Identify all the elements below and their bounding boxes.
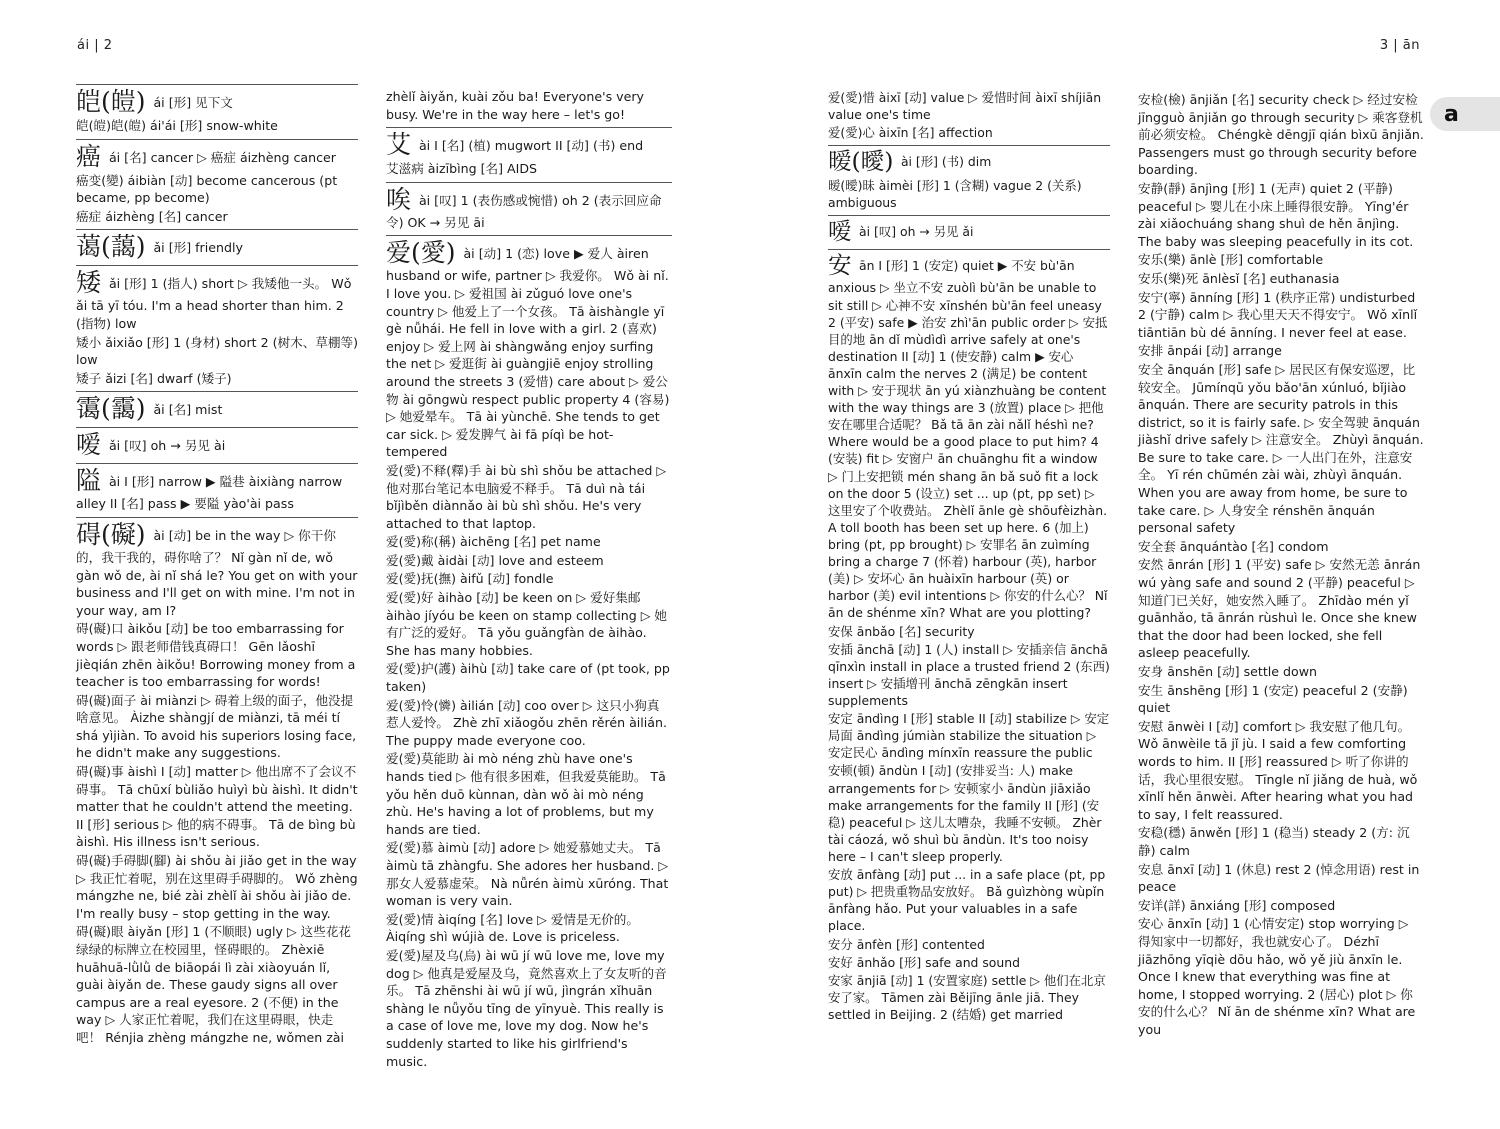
headword: 唉 (386, 184, 419, 214)
headword: 隘 (76, 466, 109, 496)
sub-entry: 安插 ānchā [动] 1 (人) install ▷ 安插亲信 ānchā qīnxìn install in place a trusted friend 2 (东西) insert ▷ 安插增刊 ānchā zēngkān insert supplements (828, 641, 1110, 709)
sub-entry: 艾滋病 àizībìng [名] AIDS (386, 161, 538, 177)
dictionary-entry (76, 391, 358, 423)
headword: 嗳 (76, 430, 109, 460)
sub-entry: 安检(檢) ānjiǎn [名] security check ▷ 经过安检 jīngguò ānjiǎn go through security ▷ 乘客登机前必须安检。 Chéngkè dēngjī qián bìxū ānjiǎn. Passengers must go through security before boarding. (1138, 92, 1424, 178)
column-1 (76, 84, 358, 1047)
sub-entry: 癌变(變) áibiàn [动] become cancerous (pt became, pp become) (76, 172, 338, 206)
sub-entry: 癌症 áizhèng [名] cancer (76, 208, 228, 224)
headword: 皑(皚) (76, 87, 154, 116)
sub-entry: 碍(礙)口 àikǒu [动] be too embarrassing for words ▷ 跟老师借钱真碍口！ Gēn lǎoshī jièqián zhēn àikǒu! Borrowing money from a teacher is too embarrassing for words! (76, 621, 356, 690)
sub-entry: 安乐(樂)死 ānlèsǐ [名] euthanasia (1138, 270, 1340, 286)
sub-entry: 爱(愛)屋及乌(烏) ài wū jí wū love me, love my dog ▷ 他真是爱屋及乌，竟然喜欢上了女友听的音乐。 Tā zhēnshi ài wū jí wū, jìngrán xǐhuān shàng le nǚyǒu tīng de yīnyuè. This really is a case of love me, love my dog. Now he's suddenly started to like his girlfriend's music. (386, 947, 667, 1069)
dictionary-entry (76, 139, 358, 226)
sub-entry: 安慰 ānwèi I [动] comfort ▷ 我安慰了他几句。 Wǒ ānwèile tā jǐ jù. I said a few comforting words to him. II [形] reassured ▷ 听了你讲的话，我心里很安慰。 Tīngle nǐ jiǎng de huà, wǒ xīnlǐ hěn ānwèi. After hearing what you had to say, I felt reassured. (1138, 718, 1418, 822)
sub-entry: 碍(礙)手碍脚(腳) ài shǒu ài jiǎo get in the way ▷ 我正忙着呢，别在这里碍手碍脚的。 Wǒ zhèng mángzhe ne, bié zài zhèlǐ ài shǒu ài jiǎo de. I'm really busy – stop getting in the way. (76, 853, 358, 921)
running-head-left: ái | 2 (77, 38, 113, 53)
sub-entry: 安放 ānfàng [动] put ... in a safe place (pt, pp put) ▷ 把贵重物品安放好。 Bǎ guìzhòng wùpǐn ānfàng hǎo. Put your valuables in a safe place. (828, 867, 1106, 934)
entry-definition: ái [形] 见下文 (153, 95, 233, 110)
dictionary-entry (76, 463, 358, 513)
entry-definition: ài [动] 1 (恋) love ▶ 爱人 àiren husband or wife, partner ▷ 我爱你。 Wǒ ài nǐ. I love you. ▷ 爱祖国 ài zǔguó love one's country ▷ 他爱上了一个女孩。 Tā àishàngle yī gè nǚhái. He fell in love with a girl. 2 (喜欢) enjoy ▷ 爱上网 ài shàngwǎng enjoy surfing the net ▷ 爱逛街 ài guàngjiē enjoy strolling around the streets 3 (爱惜) care about ▷ 爱公物 ài gōngwù respect public property 4 (容易) ▷ 她爱晕车。 Tā ài yùnchē. She tends to get car sick. ▷ 爱发脾气 ài fā píqì be hot-tempered (386, 246, 670, 460)
sub-entry: 爱(愛)情 àiqíng [名] love ▷ 爱情是无价的。 Àiqíng shì wújià de. Love is priceless. (386, 911, 639, 945)
sub-entry: 安全 ānquán [形] safe ▷ 居民区有保安巡逻，比较安全。 Jūmínqū yǒu bǎo'ān xúnluó, bǐjiào ānquán. There are security patrols in this district, so it is fairly safe. ▷ 安全驾驶 ānquán jiàshǐ drive safely ▷ 注意安全。 Zhùyì ānquán. Be sure to take care. ▷ 一人出门在外，注意安全。 Yī rén chūmén zài wài, zhùyì ānquán. When you are away from home, be sure to take care. ▷ 人身安全 rénshēn ānquán personal safety (1138, 361, 1424, 536)
sub-entry: 爱(愛)慕 àimù [动] adore ▷ 她爱慕她丈夫。 Tā àimù tā zhàngfu. She adores her husband. ▷ 那女人爱慕虚荣。 Nà nǚrén àimù xūróng. That woman is very vain. (386, 840, 669, 909)
dictionary-entry (386, 182, 672, 232)
headword: 嗳 (828, 216, 860, 245)
headword: 癌 (76, 141, 109, 171)
sub-entry: 爱(愛)护(護) àihù [动] take care of (pt took, pp taken) (386, 661, 670, 695)
sub-entry: 安定 āndìng I [形] stable II [动] stabilize ▷ 安定局面 āndìng júmiàn stabilize the situation ▷ 安定民心 āndìng mínxīn reassure the public (828, 711, 1110, 761)
dictionary-entry (828, 145, 1110, 211)
column-3 (828, 88, 1110, 1023)
sub-entry: 安分 ānfèn [形] contented (828, 936, 985, 952)
dictionary-entry (828, 215, 1110, 245)
running-head-right: 3 | ān (1379, 38, 1420, 53)
headword: 矮 (76, 268, 109, 298)
headword: 暧(曖) (828, 147, 901, 176)
sub-entry: 安全套 ānquántào [名] condom (1138, 538, 1329, 554)
entry-definition: ài [形] (书) dim (900, 154, 992, 170)
entry-definition: ài [叹] 1 (表伤感或惋惜) oh 2 (表示回应命令) OK → 另见 āi (386, 192, 662, 230)
sub-entry: 安稳(穩) ānwěn [形] 1 (稳当) steady 2 (方: 沉静) calm (1138, 825, 1410, 858)
section-letter: a (1444, 101, 1459, 127)
sub-entry: 安家 ānjiā [动] 1 (安置家庭) settle ▷ 他们在北京安了家。 Tāmen zài Běijīng ānle jiā. They settled in Beijing. 2 (结婚) get married (828, 972, 1106, 1022)
sub-entry: 碍(礙)眼 àiyǎn [形] 1 (不顺眼) ugly ▷ 这些花花绿绿的标牌立在校园里，怪碍眼的。 Zhèxiē huāhuā-lǜlǜ de biāopái lì zài xiàoyuán lǐ, guài àiyǎn de. These gaudy signs all over campus are a real eyesore. 2 (不便) in the way ▷ 人家正忙着呢，我们在这里碍眼，快走吧！ Rénjia zhèng mángzhe ne, wǒmen zài (76, 924, 352, 1045)
sub-entry: 安息 ānxī [动] 1 (休息) rest 2 (悼念用语) rest in peace (1138, 861, 1420, 895)
sub-entry: 矮子 ǎizi [名] dwarf (矮子) (76, 370, 232, 386)
sub-entry: 安顿(頓) āndùn I [动] (安排妥当: 人) make arrangements for ▷ 安顿家小 āndùn jiāxiǎo make arrangements for the family II [形] (安稳) peaceful ▷ 这儿太嘈杂，我睡不安顿。 Zhèr tài cáozá, wǒ shuì bù āndùn. It's too noisy here – I can't sleep properly. (828, 763, 1102, 864)
entry-definition: ái [名] cancer ▷ 癌症 áizhèng cancer (108, 149, 336, 165)
section-letter-tab (1430, 97, 1500, 131)
sub-entry: 安详(詳) ānxiáng [形] composed (1138, 897, 1336, 913)
sub-entry: 安保 ānbǎo [名] security (828, 623, 975, 639)
dictionary-entry (76, 427, 358, 459)
headword: 蔼(藹) (76, 232, 154, 262)
entry-definition: ǎi [叹] oh → 另见 ài (108, 438, 226, 454)
headword: 碍(礙) (76, 519, 154, 549)
sub-entry: 安排 ānpái [动] arrange (1138, 343, 1282, 359)
sub-entry: 爱(愛)不释(釋)手 ài bù shì shǒu be attached ▷ 他对那台笔记本电脑爱不释手。 Tā duì nà tái bǐjìběn diànnǎo ài bù shì shǒu. He's very attached to that laptop. (386, 462, 667, 531)
entry-definition: ān I [形] 1 (安定) quiet ▶ 不安 bù'ān anxious ▷ 坐立不安 zuòlì bù'ān be unable to sit still ▷ 心神不安 xīnshén bù'ān feel uneasy 2 (平安) safe ▶ 治安 zhì'ān public order ▷ 安抵目的地 ān dǐ mùdìdì arrive safely at one's destination II [动] 1 (使安静) calm ▶ 安心 ānxīn calm the nerves 2 (满足) be content with ▷ 安于现状 ān yú xiànzhuàng be content with the way things are 3 (放置) place ▷ 把他安在哪里合适呢？ Bǎ tā ān zài nǎlǐ héshì ne? Where would be a good place to put him? 4 (安装) fit ▷ 安窗户 ān chuānghu fit a window ▷ 门上安把锁 mén shang ān bǎ suǒ fit a lock on the door 5 (设立) set ... up (pt, pp set) ▷ 这里安了个收费站。 Zhèlǐ ānle gè shōufèizhàn. A toll booth has been set up here. 6 (加上) bring (pt, pp brought) ▷ 安罪名 ān zuìmíng bring a charge 7 (怀着) harbour (英), harbor (美) ▷ 安坏心 ān huàixīn harbour (英) or harbor (美) evil intentions ▷ 你安的什么心？ Nǐ ān de shénme xīn? What are you plotting? (828, 258, 1108, 621)
entry-definition: ài I [名] (植) mugwort II [动] (书) end (418, 138, 644, 154)
column-4 (1138, 90, 1424, 1038)
sub-entry: 皑(皚)皑(皚) ái'ái [形] snow-white (76, 118, 278, 133)
headword: 安 (828, 251, 860, 280)
entry-definition: ài I [形] narrow ▶ 隘巷 àixiàng narrow alley II [名] pass ▶ 要隘 yào'ài pass (76, 474, 343, 512)
sub-entry: 爱(愛)好 àihào [动] be keen on ▷ 爱好集邮 àihào jíyóu be keen on stamp collecting ▷ 她有广泛的爱好。 Tā yǒu guǎngfàn de àihào. She has many hobbies. (386, 590, 668, 658)
headword: 霭(靄) (76, 394, 154, 424)
sub-entry: 爱(愛)惜 àixī [动] value ▷ 爱惜时间 àixī shíjiān value one's time (828, 90, 1102, 123)
sub-entry: 爱(愛)怜(憐) àilián [动] coo over ▷ 这只小狗真惹人爱怜。 Zhè zhī xiǎogǒu zhēn rěrén àilián. The puppy made everyone coo. (386, 697, 668, 748)
sub-entry: 碍(礙)事 àishì I [动] matter ▷ 他出席不了会议不碍事。 Tā chūxí bùliǎo huìyì bù àishì. It didn't matter that he couldn't attend the meeting. II [形] serious ▷ 他的病不碍事。 Tā de bìng bù àishì. His illness isn't serious. (76, 764, 358, 850)
dictionary-entry (386, 127, 672, 178)
sub-entry: 安身 ānshēn [动] settle down (1138, 664, 1318, 679)
dictionary-entry (76, 265, 358, 387)
entry-definition: zhèlǐ àiyǎn, kuài zǒu ba! Everyone's very busy. We're in the way here – let's go! (386, 89, 644, 122)
dictionary-entry (76, 229, 358, 261)
headword: 爱(愛) (386, 238, 464, 268)
entry-definition: ǎi [名] mist (153, 402, 223, 418)
sub-entry: 安宁(寧) ānníng [形] 1 (秩序正常) undisturbed 2 (宁静) calm ▷ 我心里天天不得安宁。 Wǒ xīnlǐ tiāntiān bù dé ānníng. I never feel at ease. (1138, 289, 1418, 340)
sub-entry: 暧(曖)昧 àimèi [形] 1 (含糊) vague 2 (关系) ambiguous (828, 177, 1082, 210)
sub-entry: 爱(愛)戴 àidài [动] love and esteem (386, 552, 604, 568)
sub-entry: 爱(愛)称(稱) àichēng [名] pet name (386, 534, 601, 550)
dictionary-entry (828, 89, 1110, 141)
sub-entry: 安然 ānrán [形] 1 (平安) safe ▷ 安然无恙 ānrán wú yàng safe and sound 2 (平静) peaceful ▷ 知道门已关好，她安然入睡了。 Zhīdào mén yǐ guānhǎo, tā ānrán rùshuì le. Once she knew that the door had been locked, she fell asleep peacefully. (1138, 557, 1421, 661)
sub-entry: 爱(愛)抚(撫) àifǔ [动] fondle (386, 571, 554, 587)
sub-entry: 爱(愛)心 àixīn [名] affection (828, 125, 993, 141)
sub-entry: 矮小 ǎixiǎo [形] 1 (身材) short 2 (树木、草棚等) low (76, 334, 359, 368)
sub-entry: 安生 ānshēng [形] 1 (安定) peaceful 2 (安静) quiet (1138, 682, 1408, 716)
sub-entry: 安好 ānhǎo [形] safe and sound (828, 954, 1020, 970)
dictionary-entry (76, 84, 358, 135)
sub-entry: 安心 ānxīn [动] 1 (心情安定) stop worrying ▷ 得知家中一切都好，我也就安心了。 Dézhī jiāzhōng yīqiè dōu hǎo, wǒ yě jiù ānxīn le. Once I knew that everything was fine at home, I stopped worrying. 2 (居心) plot ▷ 你安的什么心？ Nǐ ān de shénme xīn? What are you (1138, 916, 1416, 1037)
sub-entry: 爱(愛)莫能助 ài mò néng zhù have one's hands tied ▷ 他有很多困难，但我爱莫能助。 Tā yǒu hěn duō kùnnan, dàn wǒ ài mò néng zhù. He's having a lot of problems, but my hands are tied. (386, 751, 666, 837)
dictionary-entry (1138, 91, 1424, 1038)
entry-definition: ài [叹] oh → 另见 ǎi (859, 223, 974, 239)
column-2 (386, 88, 672, 1070)
sub-entry: 碍(礙)面子 ài miànzi ▷ 碍着上级的面子，他没提啥意见。 Àizhe shàngjí de miànzi, tā méi tí shá yìjiàn. To avoid his superiors losing face, he didn't make any suggestions. (76, 692, 357, 761)
dictionary-entry (828, 249, 1110, 1023)
dictionary-entry (386, 88, 672, 123)
entry-definition: ǎi [形] 1 (指人) short ▷ 我矮他一头。 Wǒ ǎi tā yī tóu. I'm a head shorter than him. 2 (指物) low (76, 276, 352, 331)
dictionary-entry (386, 235, 672, 1070)
entry-definition: ǎi [形] friendly (153, 240, 243, 256)
headword: 艾 (386, 130, 419, 160)
sub-entry: 安静(靜) ānjìng [形] 1 (无声) quiet 2 (平静) peaceful ▷ 婴儿在小床上睡得很安静。 Yīng'ér zài xiǎochuáng shang shuì de hěn ānjìng. The baby was sleeping peacefully in its cot. (1138, 180, 1414, 249)
sub-entry: 安乐(樂) ānlè [形] comfortable (1138, 252, 1324, 268)
entry-definition: ài [动] be in the way ▷ 你干你的，我干我的，碍你啥了？ Nǐ gàn nǐ de, wǒ gàn wǒ de, ài nǐ shá le? You get on with your business and I'll get on with mine. I'm not in your way, am I? (76, 527, 358, 618)
dictionary-entry (76, 517, 358, 1047)
